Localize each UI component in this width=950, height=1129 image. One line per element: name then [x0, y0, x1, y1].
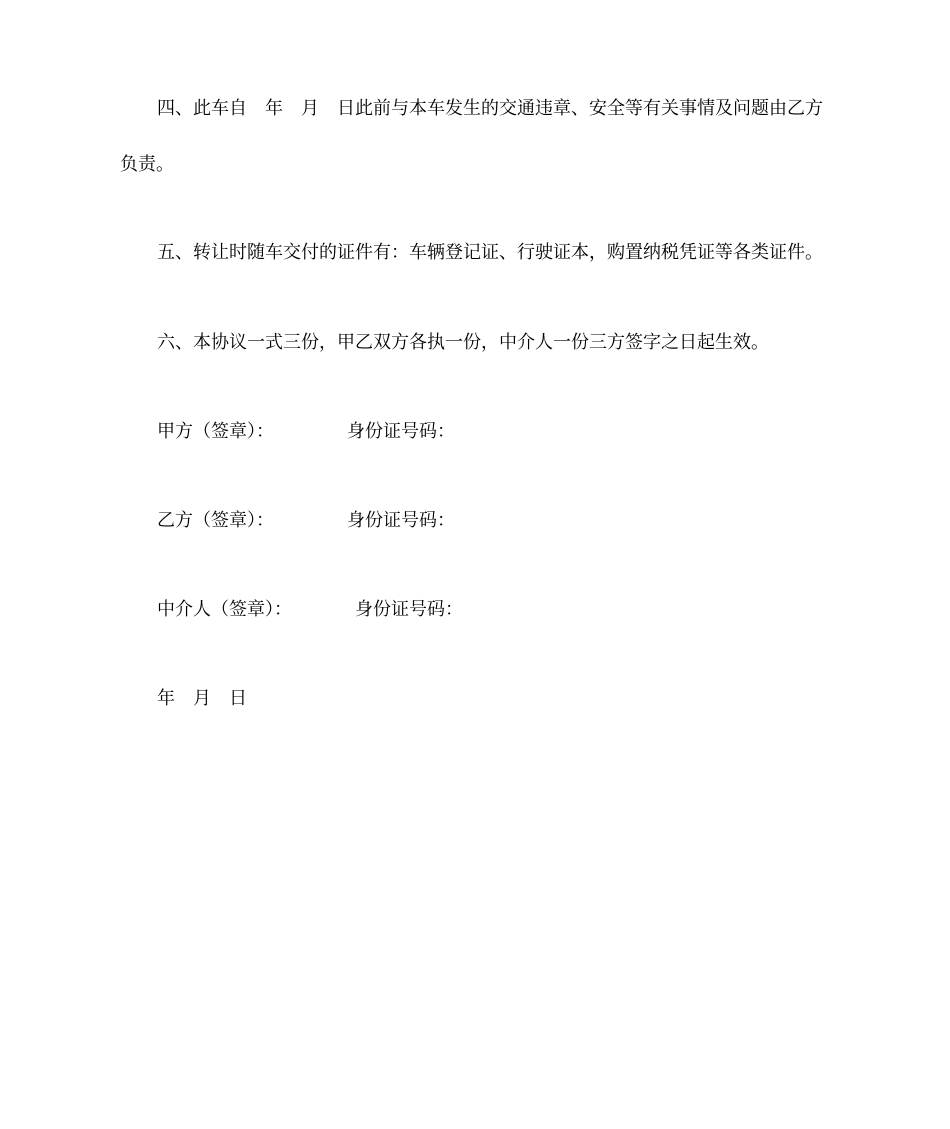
party-b-id-label: 身份证号码：: [347, 510, 455, 531]
party-b-signature-label: 乙方（签章）：: [157, 510, 274, 531]
intermediary-id-label: 身份证号码：: [355, 599, 463, 620]
clause-4-line-2: 负责。: [120, 154, 174, 175]
intermediary-signature-label: 中介人（签章）：: [157, 599, 292, 620]
clause-6: 六、本协议一式三份，甲乙双方各执一份，中介人一份三方签字之日起生效。: [157, 332, 769, 353]
clause-5: 五、转让时随车交付的证件有：车辆登记证、行驶证本，购置纳税凭证等各类证件。: [157, 242, 823, 263]
party-a-signature-label: 甲方（签章）：: [157, 421, 274, 442]
clause-4-line-1: 四、此车自 年 月 日此前与本车发生的交通违章、安全等有关事情及问题由乙方: [157, 98, 823, 119]
party-a-id-label: 身份证号码：: [347, 421, 455, 442]
date-line: 年 月 日: [157, 688, 247, 709]
